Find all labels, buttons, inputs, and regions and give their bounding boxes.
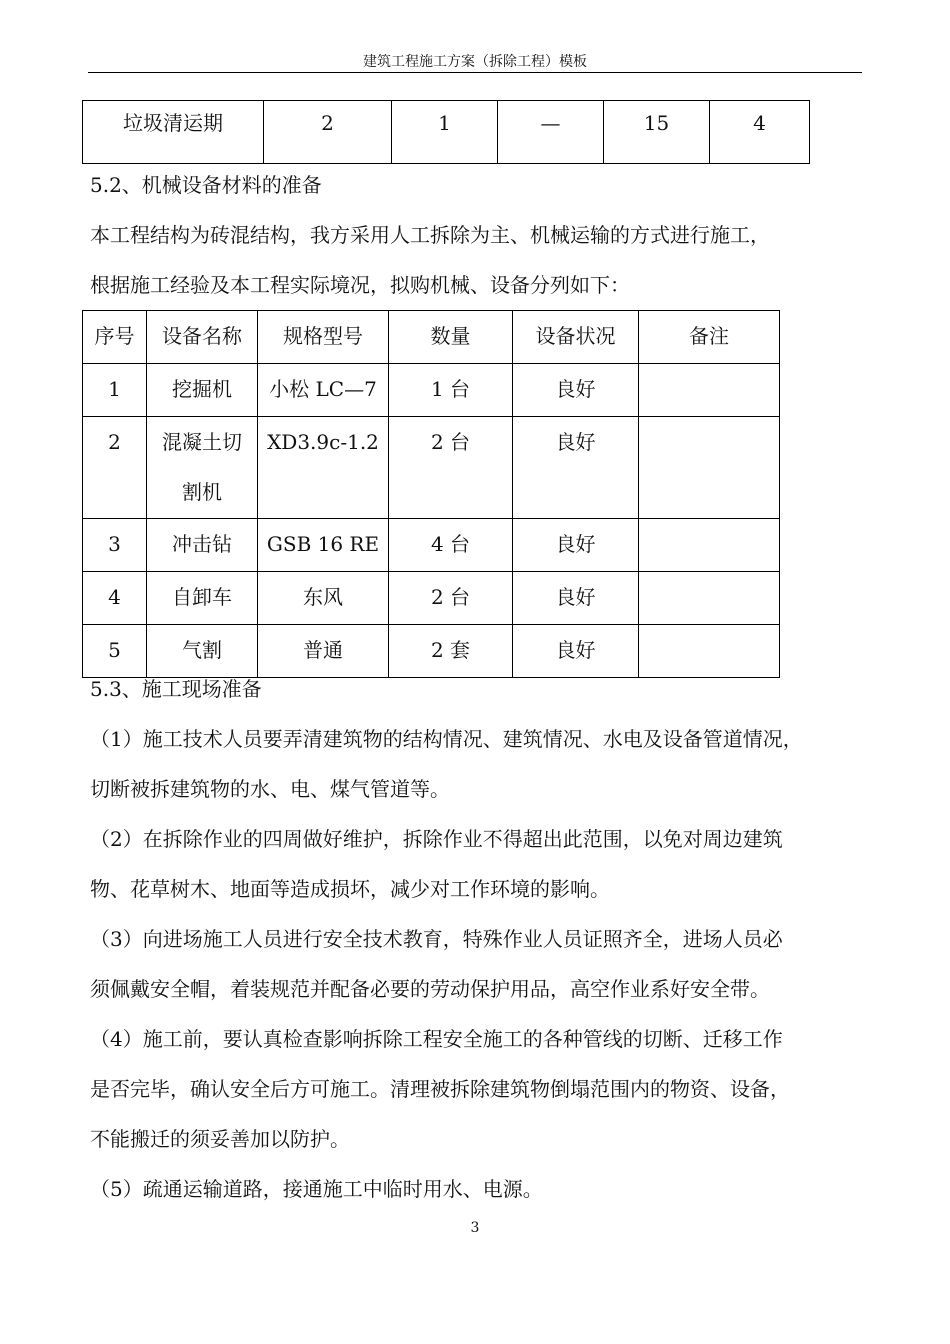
table-cell: 冲击钻 — [147, 519, 258, 572]
table-cell: 4 — [83, 572, 147, 625]
table-cell: 2 台 — [389, 417, 513, 519]
table-header-row — [83, 311, 780, 364]
column-header: 规格型号 — [258, 311, 389, 364]
table-cell: 1 台 — [389, 364, 513, 417]
table-cell — [639, 572, 780, 625]
table-cell — [639, 364, 780, 417]
paragraph-line: 物、花草树木、地面等造成损坏，减少对工作环境的影响。 — [90, 877, 610, 901]
cell-line: 混凝土切 — [162, 430, 242, 454]
table-cell: 5 — [83, 625, 147, 678]
table-row — [83, 101, 810, 164]
page-header: 建筑工程施工方案（拆除工程）模板 — [88, 52, 862, 73]
column-header: 序号 — [83, 311, 147, 364]
table-cell: 良好 — [513, 417, 639, 519]
table-cell: 2 台 — [389, 572, 513, 625]
table-cell: 小松 LC—7 — [258, 364, 389, 417]
table-cell: 1 — [392, 101, 498, 164]
paragraph-line: 根据施工经验及本工程实际境况，拟购机械、设备分列如下： — [90, 273, 630, 297]
table-cell: XD3.9c-1.2 — [258, 417, 389, 519]
table-cell — [147, 417, 258, 519]
paragraph-line: （5）疏通运输道路，接通施工中临时用水、电源。 — [90, 1177, 543, 1201]
table-cell: 良好 — [513, 625, 639, 678]
table-cell: 良好 — [513, 572, 639, 625]
table-cell: 东风 — [258, 572, 389, 625]
paragraph-line: 切断被拆建筑物的水、电、煤气管道等。 — [90, 777, 450, 801]
paragraph-line: 须佩戴安全帽，着装规范并配备必要的劳动保护用品，高空作业系好安全带。 — [90, 977, 770, 1001]
table-cell: 1 — [83, 364, 147, 417]
paragraph-line: 是否完毕，确认安全后方可施工。清理被拆除建筑物倒塌范围内的物资、设备， — [90, 1077, 790, 1101]
table-cell: 4 台 — [389, 519, 513, 572]
paragraph-line: （2）在拆除作业的四周做好维护，拆除作业不得超出此范围，以免对周边建筑 — [90, 827, 783, 851]
section-heading: 5.3、施工现场准备 — [90, 677, 262, 701]
table-cell: 2 套 — [389, 625, 513, 678]
schedule-table-continuation — [82, 100, 810, 164]
paragraph-line: 本工程结构为砖混结构，我方采用人工拆除为主、机械运输的方式进行施工， — [90, 223, 770, 247]
column-header: 设备名称 — [147, 311, 258, 364]
table-row — [83, 572, 780, 625]
paragraph-line: 不能搬迁的须妥善加以防护。 — [90, 1127, 350, 1151]
table-cell: 2 — [83, 417, 147, 519]
paragraph-line: （4）施工前，要认真检查影响拆除工程安全施工的各种管线的切断、迁移工作 — [90, 1027, 783, 1051]
table-row — [83, 417, 780, 519]
table-cell — [639, 519, 780, 572]
table-cell: 良好 — [513, 519, 639, 572]
table-cell: 4 — [710, 101, 810, 164]
table-cell: 挖掘机 — [147, 364, 258, 417]
table-cell: 3 — [83, 519, 147, 572]
paragraph-line: （1）施工技术人员要弄清建筑物的结构情况、建筑情况、水电及设备管道情况， — [90, 727, 803, 751]
table-cell: 2 — [264, 101, 392, 164]
table-row — [83, 519, 780, 572]
table-cell: 普通 — [258, 625, 389, 678]
table-cell: 气割 — [147, 625, 258, 678]
table-cell — [639, 417, 780, 519]
page-number: 3 — [470, 1220, 480, 1236]
table-row — [83, 364, 780, 417]
table-cell: — — [498, 101, 604, 164]
table-cell: 自卸车 — [147, 572, 258, 625]
table-cell: 良好 — [513, 364, 639, 417]
column-header: 备注 — [639, 311, 780, 364]
table-cell: GSB 16 RE — [258, 519, 389, 572]
cell-line: 割机 — [182, 480, 222, 504]
section-heading: 5.2、机械设备材料的准备 — [90, 173, 322, 197]
column-header: 数量 — [389, 311, 513, 364]
equipment-table — [82, 310, 780, 678]
table-cell: 15 — [604, 101, 710, 164]
column-header: 设备状况 — [513, 311, 639, 364]
paragraph-line: （3）向进场施工人员进行安全技术教育，特殊作业人员证照齐全，进场人员必 — [90, 927, 783, 951]
table-cell: 垃圾清运期 — [83, 101, 264, 164]
